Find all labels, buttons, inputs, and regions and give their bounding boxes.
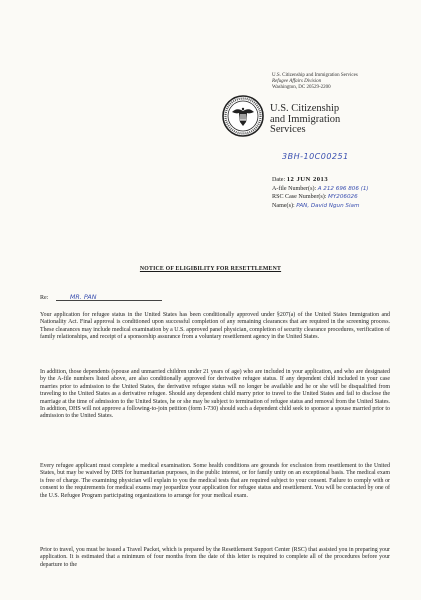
re-label: Re:	[40, 295, 49, 301]
paragraph-dependents: In addition, those dependents (spouse and unmarried children under 21 years of age) who are included in your application, and who are designated by the A-file numbers listed above, are also conditionally approved for derivative refugee status. If any dependent child included in your case marries prior to admission to the United States, the derivative refugee status will no longer be available and he or she will be disqualified from traveling to the United States as a derivative refugee. Should any dependent child marry prior to travel to the United States and fail to disclose the marriage at the time of admission to the United States, he or she may be subject to termination of refugee status and removal from the United States. In addition, DHS will not approve a following-to-join petition (form I-730) should such a dependent child seek to sponsor a spouse married prior to admission to the United States.	[40, 369, 390, 420]
paragraph-travel: Prior to travel, you must be issued a Travel Packet, which is prepared by the Resettlement Support Center (RSC) that assisted you in preparing your application. It is estimated that a minimum of four months from the date of this letter is required to complete all of the procedures before your departure to the	[40, 547, 390, 568]
paragraph-approval: Your application for refugee status in the United States has been conditionally approved under §207(a) of the United States Immigration and Nationality Act. Final approval is conditioned upon successful completion of any remaining clearances that are required in the screening process. These clearances may include medical examination by a U.S. approved panel physician, completion of security clearance procedures, verification of family relationships, and receipt of a sponsorship assurance from a voluntary resettlement agency in the United States.	[40, 312, 390, 341]
dhs-seal-icon	[222, 95, 264, 137]
afile-value: A 212 696 806 (1)	[317, 185, 369, 192]
address-line-1: U.S. Citizenship and Immigration Services	[272, 73, 358, 78]
agency-name-line-3: Services	[270, 124, 306, 135]
paragraph-medical: Every refugee applicant must complete a medical examination. Some health conditions are grounds for exclusion from resettlement to the United States, but may be waived by DHS for humanitarian purposes, in the public interest, or for family unity on an exceptional basis. The medical exam is free of charge. The examining physician will explain to you the medical tests that are required subject to your consent. Failure to comply with or consent to the requirements for medical exams may jeopardize your application for refugee status and resettlement. You will be contacted by one of the U.S. Refugee Program participating organizations to arrange for your medical exam.	[40, 463, 390, 499]
rsc-row	[272, 193, 369, 202]
afile-row	[272, 185, 369, 194]
agency-name-line-2: and Immigration	[270, 113, 341, 125]
names-row	[272, 202, 369, 211]
agency-name	[270, 104, 340, 136]
date-row	[272, 176, 369, 185]
rsc-value: MY206026	[328, 194, 358, 201]
afile-label: A-file Number(s):	[272, 185, 317, 192]
re-value: MR. PAN	[69, 293, 97, 301]
handwritten-case-number: 3BH-10C00251	[282, 152, 349, 161]
names-value: PAN, David Ngun Siam	[296, 203, 360, 210]
case-details	[272, 176, 369, 211]
notice-title: NOTICE OF ELIGIBILITY FOR RESETTLEMENT	[139, 266, 282, 272]
date-label: Date:	[272, 177, 286, 183]
date-stamp: 12 JUN 2013	[286, 176, 329, 183]
address-line-2: Refugee Affairs Division	[272, 79, 322, 85]
address-line-3: Washington, DC 20529-2200	[272, 85, 331, 91]
agency-name-line-1: U.S. Citizenship	[270, 103, 340, 114]
re-underline	[56, 300, 162, 301]
names-label: Name(s):	[272, 203, 295, 210]
agency-address	[272, 73, 358, 92]
rsc-label: RSC Case Number(s):	[272, 194, 327, 201]
